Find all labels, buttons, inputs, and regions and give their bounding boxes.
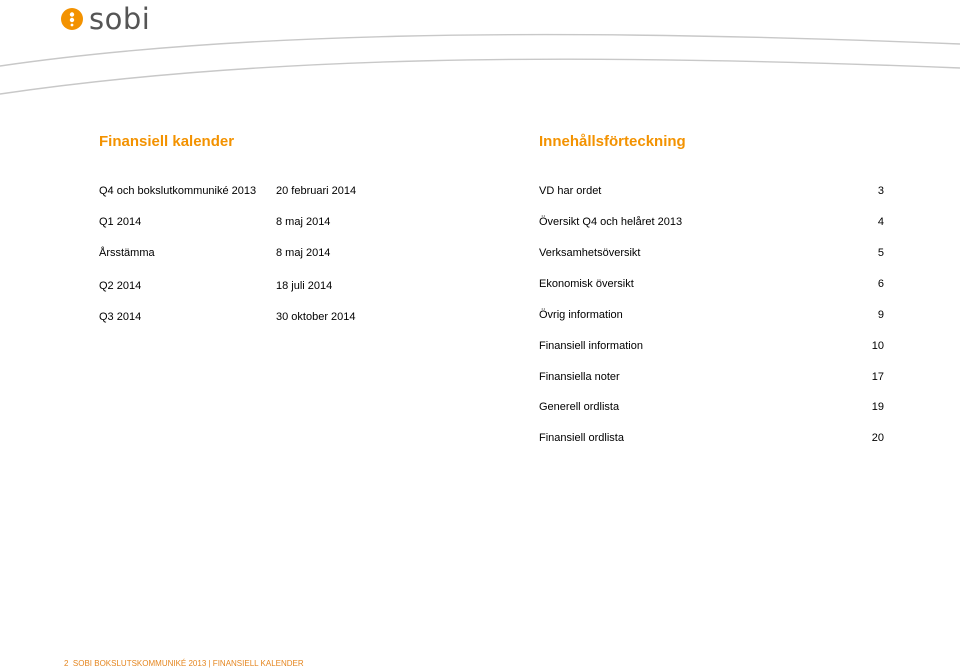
toc-entry-title: VD har ordet — [539, 185, 602, 197]
toc-entry-title: Finansiell ordlista — [539, 432, 624, 444]
calendar-event: Q2 2014 — [99, 280, 142, 292]
calendar-event: Q1 2014 — [99, 216, 142, 228]
toc-entry-page: 20 — [871, 432, 884, 444]
calendar-date: 8 maj 2014 — [276, 247, 331, 259]
toc-entry-page: 9 — [877, 309, 884, 321]
toc-entry-title: Ekonomisk översikt — [539, 278, 634, 290]
calendar-event: Årsstämma — [99, 247, 155, 259]
toc-entry[interactable] — [539, 368, 884, 386]
calendar-row — [99, 182, 399, 200]
footer-text: SOBI BOKSLUTSKOMMUNIKÉ 2013 | FINANSIELL KALENDER — [72, 659, 304, 668]
calendar-event: Q4 och bokslutkommuniké 2013 — [99, 185, 257, 197]
toc-entry-page: 10 — [871, 340, 884, 352]
toc-entry-page: 17 — [871, 371, 884, 383]
toc-entry[interactable] — [539, 429, 884, 447]
calendar-row — [99, 308, 399, 326]
toc-entry[interactable] — [539, 398, 884, 416]
calendar-row — [99, 213, 399, 231]
toc-entry-page: 19 — [871, 401, 884, 413]
toc-entry-title: Översikt Q4 och helåret 2013 — [539, 216, 683, 228]
toc-entry-page: 4 — [877, 216, 884, 228]
toc-entry-title: Generell ordlista — [539, 401, 620, 413]
footer-page-number: 2 — [64, 659, 69, 668]
calendar-row — [99, 277, 399, 295]
logo-wordmark: sobi — [89, 2, 151, 36]
toc-entry-title: Finansiella noter — [539, 371, 620, 383]
calendar-event: Q3 2014 — [99, 311, 142, 323]
toc-entry-title: Verksamhetsöversikt — [539, 247, 641, 259]
toc-entry-page: 3 — [877, 185, 884, 197]
toc-entry[interactable] — [539, 337, 884, 355]
toc-entry[interactable] — [539, 306, 884, 324]
toc-entry[interactable] — [539, 213, 884, 231]
toc-entry-title: Finansiell information — [539, 340, 643, 352]
toc-entry[interactable] — [539, 244, 884, 262]
calendar-date: 30 oktober 2014 — [276, 311, 356, 323]
header-swoosh-decoration — [0, 30, 960, 100]
calendar-date: 18 juli 2014 — [276, 280, 333, 292]
page-footer — [64, 658, 304, 670]
toc-heading: Innehållsförteckning — [539, 133, 686, 150]
sobi-logo-mark-icon — [60, 7, 84, 31]
toc-entry-page: 6 — [877, 278, 884, 290]
calendar-row — [99, 244, 399, 262]
toc-entry-page: 5 — [877, 247, 884, 259]
toc-entry[interactable] — [539, 275, 884, 293]
calendar-date: 20 februari 2014 — [276, 185, 357, 197]
toc-entry[interactable] — [539, 182, 884, 200]
calendar-date: 8 maj 2014 — [276, 216, 331, 228]
toc-entry-title: Övrig information — [539, 309, 623, 321]
calendar-heading: Finansiell kalender — [99, 133, 235, 150]
